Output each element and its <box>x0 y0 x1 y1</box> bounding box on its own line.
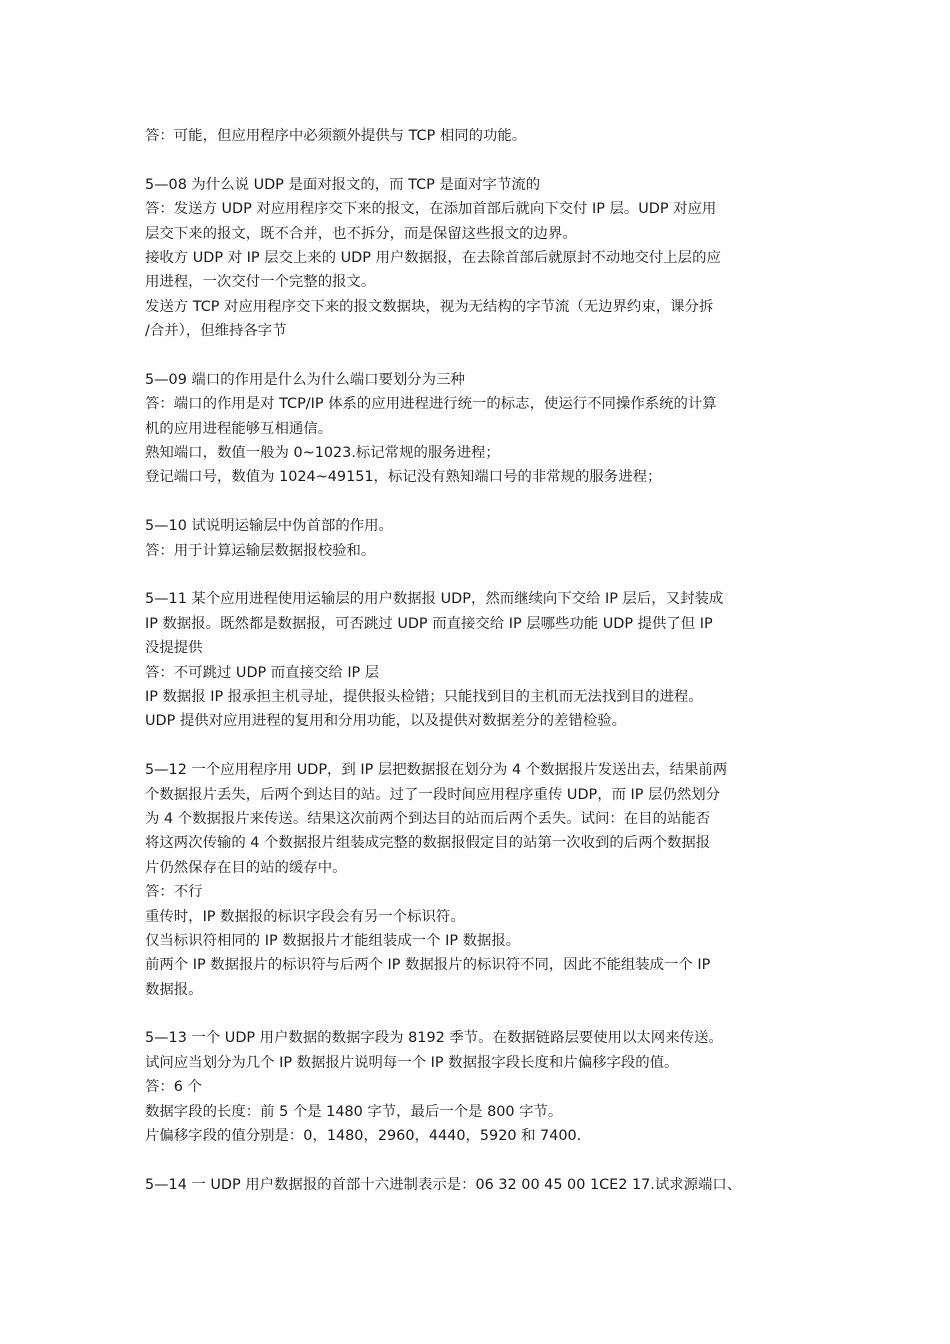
text-line: 前两个 IP 数据报片的标识符与后两个 IP 数据报片的标识符不同，因此不能组装成一个 IP <box>145 957 711 974</box>
block-first-line: 5—08 为什么说 UDP 是面对报文的，而 TCP 是面对字节流的 <box>145 176 541 193</box>
text-line: 仅当标识符相同的 IP 数据报片才能组装成一个 IP 数据报。 <box>145 932 521 949</box>
block-first-line: 5—10 试说明运输层中伪首部的作用。 <box>145 518 393 535</box>
text-line: 将这两次传输的 4 个数据报片组装成完整的数据报假定目的站第一次收到的后两个数据报 <box>145 835 711 852</box>
paragraph-gap <box>145 1148 810 1172</box>
text-line: 答：6 个 <box>145 1079 202 1096</box>
paragraph-gap <box>145 148 810 172</box>
text-line: 接收方 UDP 对 IP 层交上来的 UDP 用户数据报，在去除首部后就原封不动地交付上层的应 <box>145 249 721 266</box>
text-line: 答：用于计算运输层数据报校验和。 <box>145 542 376 559</box>
text-line: 熟知端口，数值一般为 0~1023.标记常规的服务进程； <box>145 445 500 462</box>
text-line: 重传时，IP 数据报的标识字段会有另一个标识符。 <box>145 908 465 925</box>
text-line: IP 数据报 IP 报承担主机寻址，提供报头检错；只能找到目的主机而无法找到目的进程。 <box>145 688 703 705</box>
text-line: 试问应当划分为几个 IP 数据报片说明每一个 IP 数据报字段长度和片偏移字段的值。 <box>145 1054 679 1071</box>
text-line: 机的应用进程能够互相通信。 <box>145 420 333 437</box>
paragraph-gap <box>145 490 810 514</box>
qa-block <box>145 1173 810 1197</box>
text-line: 答：不可跳过 UDP 而直接交给 IP 层 <box>145 664 380 681</box>
paragraph-gap <box>145 344 810 368</box>
block-first-line: 5—09 端口的作用是什么为什么端口要划分为三种 <box>145 371 465 388</box>
paragraph-gap <box>145 734 810 758</box>
text-line: 为 4 个数据报片来传送。结果这次前两个到达目的站而后两个丢失。试问：在目的站能否 <box>145 810 711 827</box>
block-first-line: 5—12 一个应用程序用 UDP，到 IP 层把数据报在划分为 4 个数据报片发送出去，结果前两 <box>145 762 728 779</box>
block-first-line: 答：可能，但应用程序中必须额外提供与 TCP 相同的功能。 <box>145 128 527 144</box>
qa-block <box>145 124 810 148</box>
text-line: IP 数据报。既然都是数据报，可否跳过 UDP 而直接交给 IP 层哪些功能 UDP 提供了但 IP <box>145 615 713 632</box>
text-line: 答：不行 <box>145 884 203 901</box>
text-line: 用进程，一次交付一个完整的报文。 <box>145 274 376 291</box>
qa-block <box>145 173 810 344</box>
qa-block <box>145 587 810 733</box>
paragraph-gap <box>145 563 810 587</box>
text-line: 层交下来的报文，既不合并，也不拆分，而是保留这些报文的边界。 <box>145 225 577 242</box>
text-line: 数据字段的长度：前 5 个是 1480 字节，最后一个是 800 字节。 <box>145 1103 563 1120</box>
paragraph-gap <box>145 1002 810 1026</box>
text-line: 答：端口的作用是对 TCP/IP 体系的应用进程进行统一的标志，使运行不同操作系统的计算 <box>145 396 717 413</box>
block-first-line: 5—14 一 UDP 用户数据报的首部十六进制表示是：06 32 00 45 00 1CE2 17.试求源端口、 <box>145 1176 742 1193</box>
text-line: 个数据报片丢失，后两个到达目的站。过了一段时间应用程序重传 UDP，而 IP 层仍然划分 <box>145 786 721 803</box>
text-line: /合并），但维持各字节 <box>145 323 287 340</box>
text-line: 片仍然保存在目的站的缓存中。 <box>145 859 347 876</box>
qa-block <box>145 758 810 1002</box>
text-line: 数据报。 <box>145 981 203 998</box>
qa-block <box>145 514 810 563</box>
qa-block <box>145 368 810 490</box>
text-line: 答：发送方 UDP 对应用程序交下来的报文，在添加首部后就向下交付 IP 层。UDP 对应用 <box>145 201 717 218</box>
text-line: 没提提供 <box>145 640 203 657</box>
block-first-line: 5—11 某个应用进程使用运输层的用户数据报 UDP，然而继续向下交给 IP 层后，又封装成 <box>145 591 724 608</box>
block-first-line: 5—13 一个 UDP 用户数据的数据字段为 8192 季节。在数据链路层要使用以太网来传送。 <box>145 1030 723 1047</box>
text-line: 登记端口号，数值为 1024~49151，标记没有熟知端口号的非常规的服务进程； <box>145 469 662 486</box>
text-line: 发送方 TCP 对应用程序交下来的报文数据块，视为无结构的字节流（无边界约束，课分拆 <box>145 298 714 315</box>
text-line: UDP 提供对应用进程的复用和分用功能，以及提供对数据差分的差错检验。 <box>145 713 626 730</box>
qa-block <box>145 1026 810 1148</box>
document-body <box>145 124 810 1197</box>
text-line: 片偏移字段的值分别是：0，1480，2960，4440，5920 和 7400. <box>145 1128 582 1145</box>
